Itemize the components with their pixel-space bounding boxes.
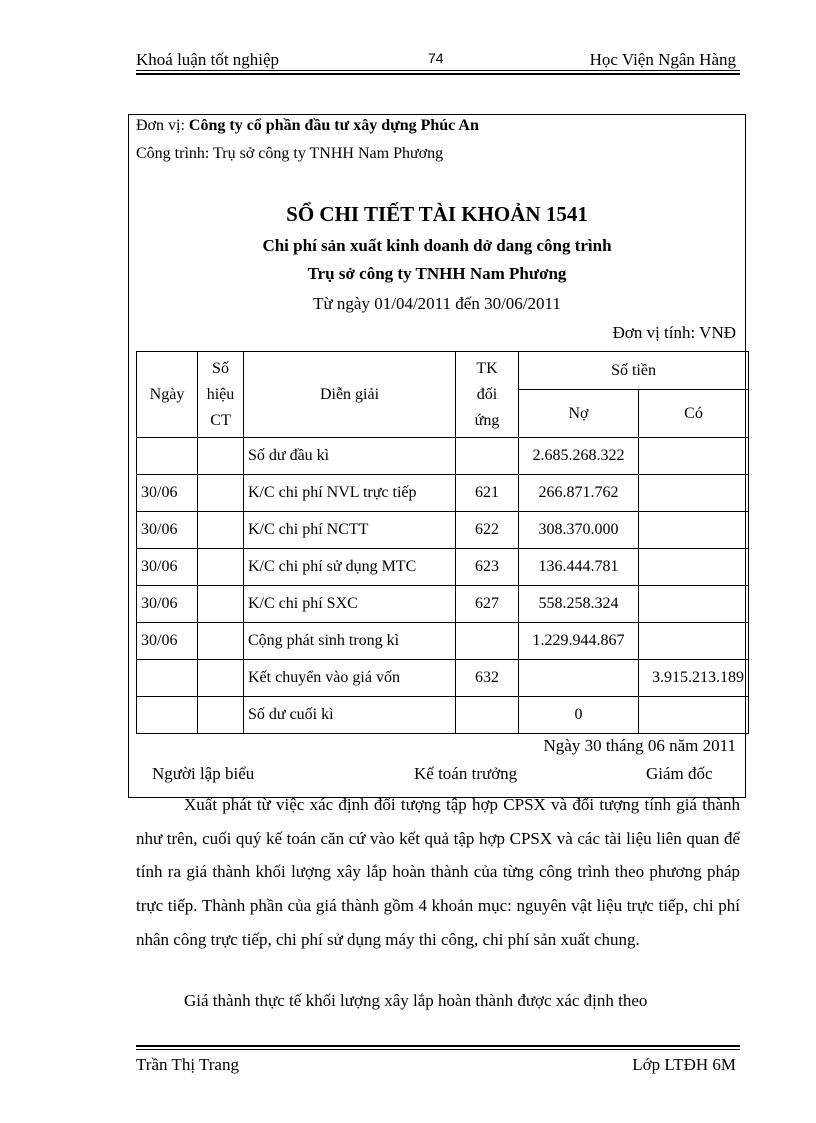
cell-account: 621 (456, 475, 519, 512)
col-header-doc-no-1: Số (212, 359, 229, 377)
cell-account (456, 623, 519, 660)
cell-account: 627 (456, 586, 519, 623)
cell-desc: Số dư cuối kì (244, 697, 456, 734)
cell-debit: 2.685.268.322 (519, 438, 639, 475)
cell-debit: 266.871.762 (519, 475, 639, 512)
cell-account: 632 (456, 660, 519, 697)
cell-desc: Kết chuyển vào giá vốn (244, 660, 456, 697)
col-header-desc: Diễn giải (244, 352, 456, 438)
footer-rule-thick (136, 1045, 740, 1047)
cell-date (137, 438, 198, 475)
header-left: Khoá luận tốt nghiệp (136, 50, 280, 69)
unit-label: Đơn vị: (136, 117, 185, 134)
cell-account (456, 697, 519, 734)
col-header-date: Ngày (137, 352, 198, 438)
table-row (137, 475, 749, 512)
ledger-table (136, 351, 749, 734)
cell-date: 30/06 (137, 512, 198, 549)
cell-desc: K/C chi phí NCTT (244, 512, 456, 549)
cell-debit: 0 (519, 697, 639, 734)
cell-debit: 1.229.944.867 (519, 623, 639, 660)
cell-credit (639, 475, 749, 512)
cell-credit (639, 512, 749, 549)
table-row (137, 623, 749, 660)
footer-left: Trần Thị Trang (136, 1055, 239, 1074)
table-row (137, 512, 749, 549)
cell-date (137, 660, 198, 697)
cell-date: 30/06 (137, 475, 198, 512)
cell-debit (519, 660, 639, 697)
cell-doc-no (198, 549, 244, 586)
page-number: 74 (428, 50, 444, 66)
header-right: Học Viện Ngân Hàng (589, 50, 736, 69)
ledger-subtitle-2: Trụ sở công ty TNHH Nam Phương (307, 264, 567, 283)
col-header-debit: Nợ (519, 390, 639, 438)
cell-debit: 558.258.324 (519, 586, 639, 623)
cell-doc-no (198, 438, 244, 475)
cell-credit (639, 586, 749, 623)
cell-account: 622 (456, 512, 519, 549)
col-header-amount: Số tiền (519, 352, 749, 390)
cell-credit (639, 549, 749, 586)
cell-date: 30/06 (137, 549, 198, 586)
body-paragraph-1: Xuất phát từ việc xác định đối tượng tập hợp CPSX và đối tượng tính giá thành như trên, cuối quý kế toán căn cứ vào kết quả tập hợp CPSX và các tài liệu liên quan để tính ra giá thành khối lượng xây lắp hoàn thành của từng công trình theo phương pháp trực tiếp. Thành phần của giá thành gồm 4 khoản mục: nguyên vật liệu trực tiếp, chi phí nhân công trực tiếp, chi phí sử dụng máy thi công, chi phí sản xuất chung. (136, 795, 740, 949)
footer-right: Lớp LTĐH 6M (632, 1055, 736, 1074)
cell-credit (639, 623, 749, 660)
cell-date (137, 697, 198, 734)
table-row (137, 586, 749, 623)
col-header-doc-no (198, 352, 244, 438)
signoff-director: Giám đốc (646, 764, 713, 783)
unit-name: Công ty cổ phần đầu tư xây dựng Phúc An (188, 117, 479, 134)
cell-debit: 136.444.781 (519, 549, 639, 586)
cell-debit: 308.370.000 (519, 512, 639, 549)
cell-credit: 3.915.213.189 (639, 660, 749, 697)
cell-account (456, 438, 519, 475)
cell-desc: K/C chi phí SXC (244, 586, 456, 623)
header-rule (136, 70, 740, 71)
cell-doc-no (198, 697, 244, 734)
cell-date: 30/06 (137, 623, 198, 660)
signoff-chief-accountant: Kế toán trưởng (414, 764, 518, 783)
table-row (137, 438, 749, 475)
col-header-account-3: ứng (474, 411, 500, 429)
header-rule-thick (136, 73, 740, 75)
cell-doc-no (198, 623, 244, 660)
ledger-subtitle-1: Chi phí sản xuất kinh doanh dở dang công trình (262, 236, 612, 255)
cell-credit (639, 697, 749, 734)
ledger-period: Từ ngày 01/04/2011 đến 30/06/2011 (313, 294, 561, 313)
col-header-doc-no-3: CT (210, 411, 231, 429)
cell-doc-no (198, 660, 244, 697)
project-line: Công trình: Trụ sở công ty TNHH Nam Phương (136, 145, 444, 162)
ledger-title: SỔ CHI TIẾT TÀI KHOẢN 1541 (286, 202, 588, 226)
unit-line (136, 117, 479, 135)
col-header-account-2: đối (476, 385, 498, 403)
col-header-credit: Có (639, 390, 749, 438)
table-row (137, 660, 749, 697)
cell-credit (639, 438, 749, 475)
currency-unit: Đơn vị tính: VNĐ (612, 323, 736, 342)
cell-doc-no (198, 586, 244, 623)
cell-doc-no (198, 512, 244, 549)
table-row (137, 697, 749, 734)
signoff-preparer: Người lập biểu (152, 764, 255, 783)
signoff-date: Ngày 30 tháng 06 năm 2011 (543, 736, 736, 755)
col-header-account-1: TK (476, 359, 498, 377)
footer-rule (136, 1049, 740, 1050)
cell-desc: K/C chi phí sử dụng MTC (244, 549, 456, 586)
cell-account: 623 (456, 549, 519, 586)
cell-date: 30/06 (137, 586, 198, 623)
header-row-1 (137, 352, 749, 390)
body-paragraph-2: Giá thành thực tế khối lượng xây lắp hoàn thành được xác định theo (184, 991, 648, 1010)
cell-desc: Số dư đầu kì (244, 438, 456, 475)
table-row (137, 549, 749, 586)
cell-doc-no (198, 475, 244, 512)
cell-desc: K/C chi phí NVL trực tiếp (244, 475, 456, 512)
col-header-doc-no-2: hiệu (206, 385, 235, 403)
cell-desc: Cộng phát sinh trong kì (244, 623, 456, 660)
col-header-account (456, 352, 519, 438)
